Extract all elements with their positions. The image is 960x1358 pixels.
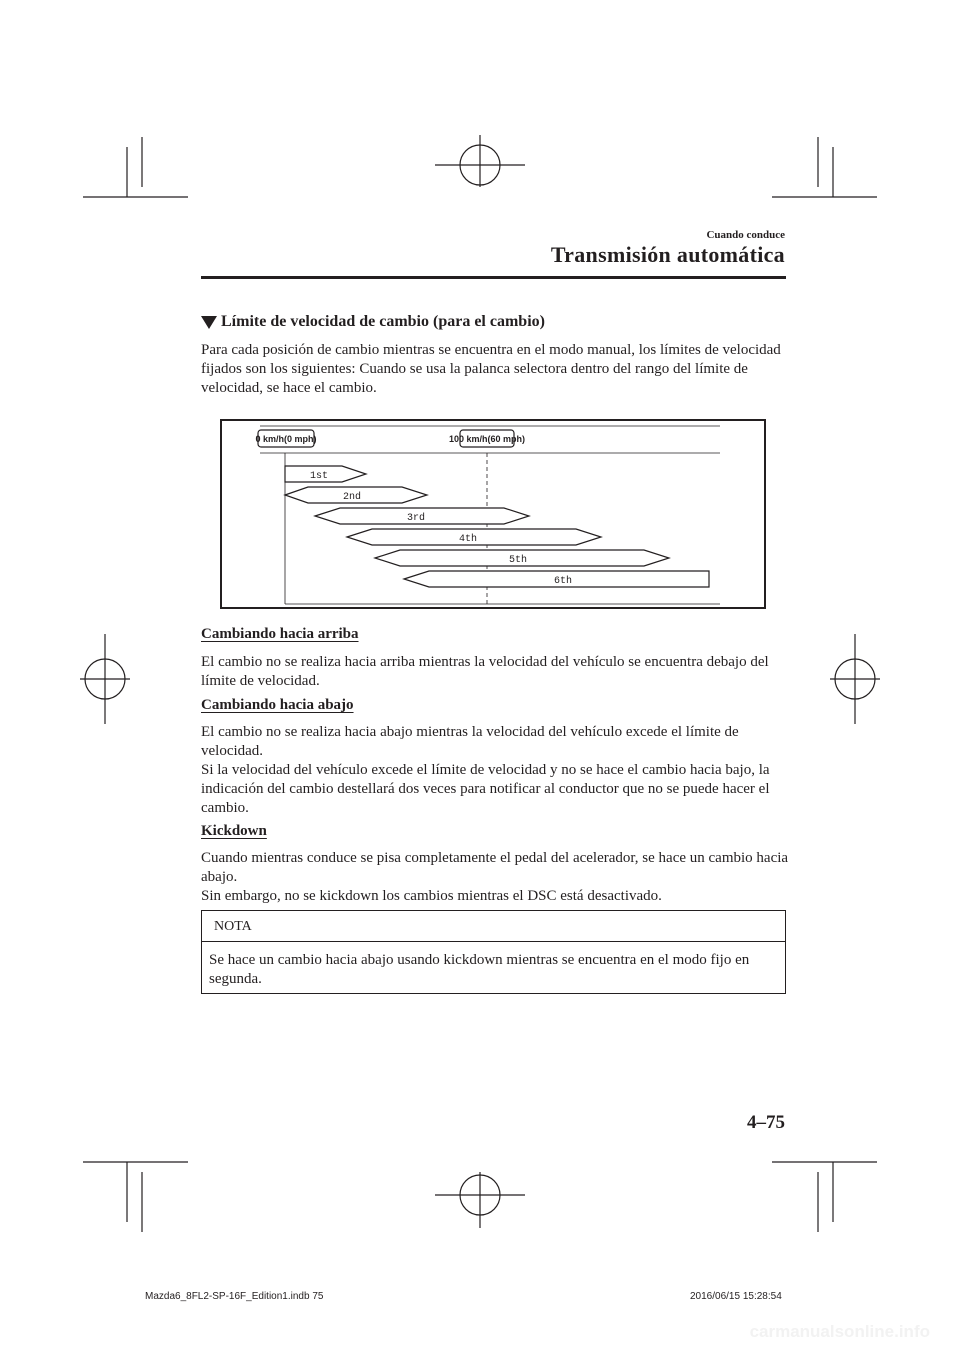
shift-speed-diagram — [222, 421, 764, 607]
section-title-text: Límite de velocidad de cambio (para el cambio) — [221, 313, 545, 330]
shift-speed-figure — [220, 419, 766, 609]
downshift-text-1: El cambio no se realiza hacia abajo mientras la velocidad del vehículo excede el límite de velocidad. — [201, 724, 739, 759]
gear-label-5th: 5th — [508, 555, 528, 566]
watermark: carmanualsonline.info — [749, 1322, 930, 1341]
header-rule — [201, 276, 786, 279]
header-title: Transmisión automática — [550, 242, 785, 267]
footer-timestamp: 2016/06/15 15:28:54 — [690, 1291, 782, 1302]
section-title — [201, 313, 545, 331]
downshift-text-2: Si la velocidad del vehículo excede el límite de velocidad y no se hace el cambio hacia bajo, la indicación del cambio destellará dos veces para notificar al conductor que no se puede hacer el cambio. — [201, 762, 770, 816]
gear-label-4th: 4th — [458, 534, 478, 545]
note-text: Se hace un cambio hacia abajo usando kickdown mientras se encuentra en el modo fijo en segunda. — [209, 952, 750, 987]
note-box — [201, 910, 786, 994]
speed-label-100: 100 km/h(60 mph) — [448, 434, 526, 444]
kickdown-text-2: Sin embargo, no se kickdown los cambios mientras el DSC está desactivado. — [201, 888, 662, 904]
triangle-bullet-icon — [201, 316, 217, 329]
intro-paragraph: Para cada posición de cambio mientras se encuentra en el modo manual, los límites de velocidad fijados son los siguientes: Cuando se usa la palanca selectora dentro del rango del límite de velocidad, se hace el cambio. — [201, 342, 781, 396]
gear-label-1st: 1st — [309, 471, 329, 482]
page-number: 4–75 — [747, 1112, 785, 1133]
speed-label-0: 0 km/h(0 mph) — [255, 434, 317, 444]
kickdown-heading: Kickdown — [201, 823, 267, 839]
footer-file: Mazda6_8FL2-SP-16F_Edition1.indb 75 — [145, 1291, 324, 1302]
gear-label-2nd: 2nd — [342, 492, 362, 503]
gear-label-3rd: 3rd — [406, 513, 426, 524]
note-heading: NOTA — [202, 911, 785, 942]
header-section: Cuando conduce — [706, 229, 785, 241]
kickdown-text-1: Cuando mientras conduce se pisa completamente el pedal del acelerador, se hace un cambio hacia abajo. — [201, 850, 789, 885]
upshift-text: El cambio no se realiza hacia arriba mientras la velocidad del vehículo se encuentra debajo del límite de velocidad. — [201, 654, 769, 689]
gear-label-6th: 6th — [553, 576, 573, 587]
upshift-heading: Cambiando hacia arriba — [201, 626, 359, 642]
downshift-heading: Cambiando hacia abajo — [201, 697, 354, 713]
